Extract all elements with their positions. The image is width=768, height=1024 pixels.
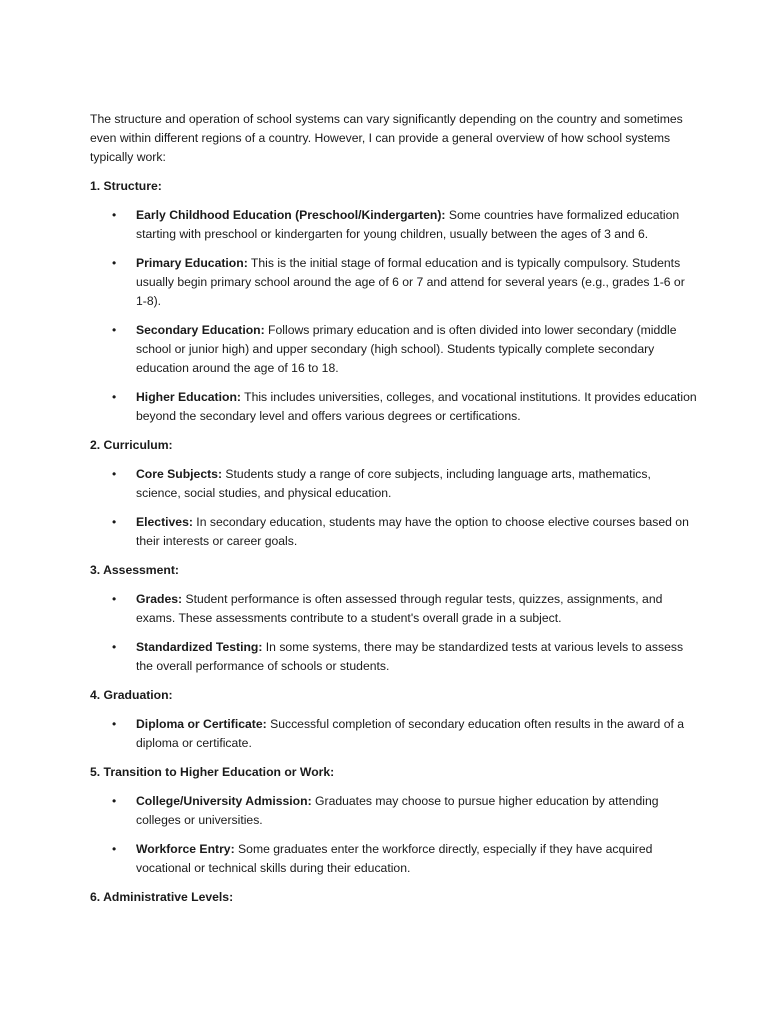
item-text: Student performance is often assessed through regular tests, quizzes, assignments, and exams. These assessments contribute to a student's overall grade in a subject.: [136, 592, 663, 625]
item-text: In secondary education, students may have the option to choose elective courses based on their interests or career goals.: [136, 515, 689, 548]
item-text: Students study a range of core subjects, including language arts, mathematics, science, social studies, and physical education.: [136, 467, 651, 500]
item-term: Electives:: [136, 515, 193, 529]
list-item: [90, 715, 698, 753]
bullet-list: [90, 590, 698, 676]
item-term: Standardized Testing:: [136, 640, 263, 654]
item-term: Grades:: [136, 592, 183, 606]
item-term: Early Childhood Education (Preschool/Kindergarten):: [136, 208, 446, 222]
bullet-icon: •: [112, 208, 117, 222]
list-item: [90, 206, 698, 244]
section-heading: 2. Curriculum:: [90, 438, 173, 452]
bullet-icon: •: [112, 640, 117, 654]
bullet-icon: •: [112, 256, 117, 270]
bullet-icon: •: [112, 467, 117, 481]
item-term: Diploma or Certificate:: [136, 717, 267, 731]
bullet-list: [90, 715, 698, 753]
section-heading: 4. Graduation:: [90, 688, 173, 702]
item-text: Successful completion of secondary education often results in the award of a diploma or certificate.: [136, 717, 685, 750]
item-text: Some graduates enter the workforce directly, especially if they have acquired vocational or technical skills during their education.: [136, 842, 653, 875]
item-text: This is the initial stage of formal education and is typically compulsory. Students usually begin primary school around the age of 6 or 7 and attend for several years (e.g., grades 1-6 or 1-8).: [136, 256, 685, 308]
list-item: [90, 513, 698, 551]
bullet-icon: •: [112, 515, 117, 529]
item-text: This includes universities, colleges, and vocational institutions. It provides education beyond the secondary level and offers various degrees or certifications.: [136, 390, 697, 423]
list-item: [90, 638, 698, 676]
bullet-icon: •: [112, 390, 117, 404]
section-heading: 1. Structure:: [90, 179, 162, 193]
section-heading: 6. Administrative Levels:: [90, 890, 234, 904]
item-term: Secondary Education:: [136, 323, 265, 337]
item-term: College/University Admission:: [136, 794, 312, 808]
item-term: Workforce Entry:: [136, 842, 235, 856]
bullet-icon: •: [112, 842, 117, 856]
bullet-icon: •: [112, 592, 117, 606]
bullet-icon: •: [112, 794, 117, 808]
bullet-icon: •: [112, 717, 117, 731]
list-item: [90, 388, 698, 426]
item-term: Higher Education:: [136, 390, 241, 404]
item-text: Follows primary education and is often divided into lower secondary (middle school or junior high) and upper secondary (high school). Students typically complete secondary education around the age of 16 to 18.: [136, 323, 677, 375]
bullet-list: [90, 206, 698, 426]
bullet-icon: •: [112, 323, 117, 337]
list-item: [90, 590, 698, 628]
list-item: [90, 254, 698, 311]
section-heading: 3. Assessment:: [90, 563, 179, 577]
list-item: [90, 792, 698, 830]
list-item: [90, 321, 698, 378]
section-heading: 5. Transition to Higher Education or Work:: [90, 765, 335, 779]
intro-paragraph: The structure and operation of school systems can vary significantly depending on the country and sometimes even within different regions of a country. However, I can provide a general overview of how school systems typically work:: [90, 112, 683, 164]
list-item: [90, 465, 698, 503]
bullet-list: [90, 792, 698, 878]
item-text: In some systems, there may be standardized tests at various levels to assess the overall performance of schools or students.: [136, 640, 684, 673]
item-text: Graduates may choose to pursue higher education by attending colleges or universities.: [136, 794, 659, 827]
list-item: [90, 840, 698, 878]
item-term: Core Subjects:: [136, 467, 223, 481]
item-text: Some countries have formalized education starting with preschool or kindergarten for young children, usually between the ages of 3 and 6.: [136, 208, 680, 241]
bullet-list: [90, 465, 698, 551]
document-sections: [90, 177, 698, 907]
item-term: Primary Education:: [136, 256, 248, 270]
